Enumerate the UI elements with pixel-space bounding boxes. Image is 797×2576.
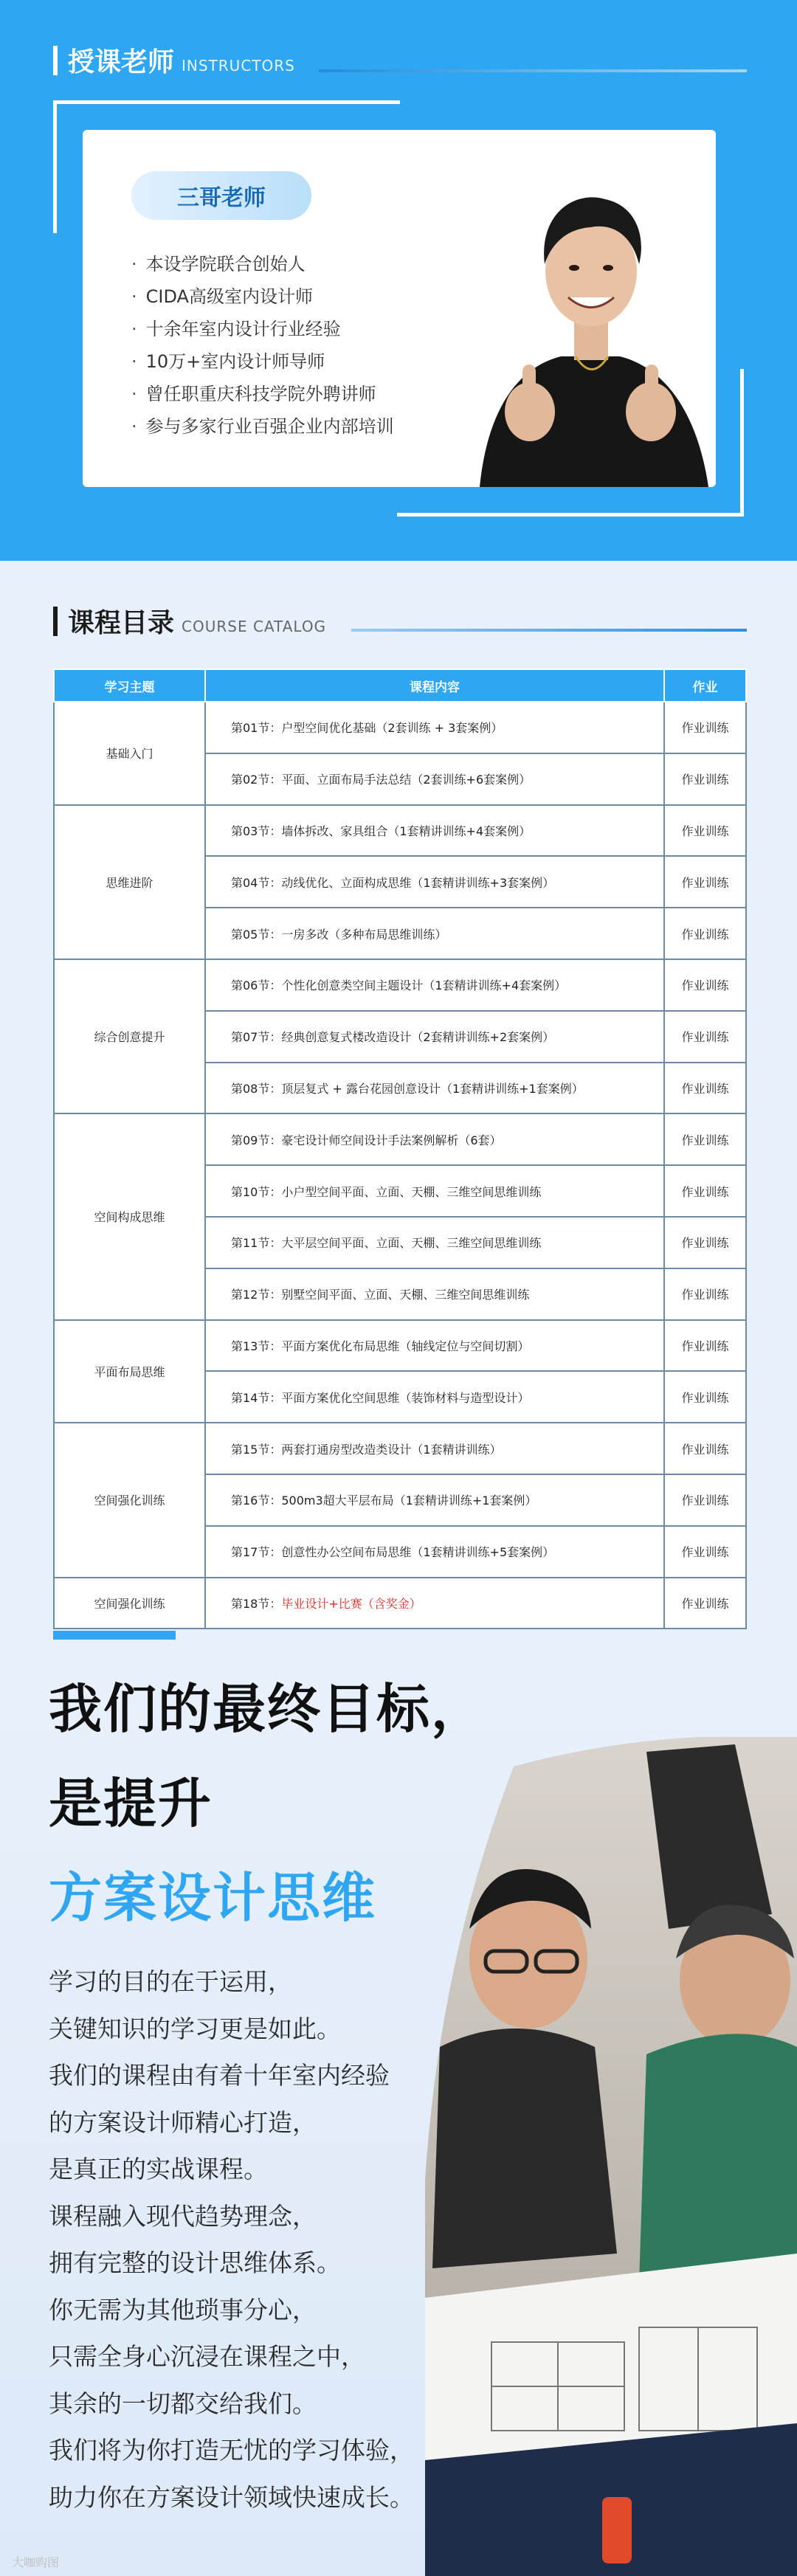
homework-cell: 作业训练 — [664, 1474, 746, 1526]
homework-cell: 作业训练 — [664, 1217, 746, 1268]
content-cell: 第07节：经典创意复式楼改造设计（2套精讲训练+2套案例） — [205, 1011, 664, 1063]
theme-cell: 空间构成思维 — [54, 1113, 205, 1319]
description-line: 只需全身心沉浸在课程之中， — [49, 2342, 365, 2371]
column-header: 课程内容 — [205, 669, 664, 702]
theme-cell: 空间强化训练 — [54, 1578, 205, 1629]
instructor-card — [83, 130, 716, 487]
content-cell: 第15节：两套打通房型改造类设计（1套精讲训练） — [205, 1423, 664, 1474]
content-cell: 第14节：平面方案优化空间思维（装饰材料与造型设计） — [205, 1371, 664, 1423]
catalog-section-header — [53, 602, 326, 640]
bio-item: · 参与多家行业百强企业内部培训 — [131, 410, 394, 443]
goal-headline-line1: 我们的最终目标， — [49, 1678, 486, 1740]
table-header-row — [54, 669, 746, 702]
goal-section — [0, 1631, 797, 2576]
instructor-section-header — [53, 41, 295, 79]
classroom-photo — [425, 1737, 797, 2576]
course-table — [53, 669, 747, 1629]
bio-item: · 十余年室内设计行业经验 — [131, 313, 394, 345]
bio-item: · 本设学院联合创始人 — [131, 248, 394, 280]
description-line: 课程融入现代趋势理念， — [49, 2201, 317, 2231]
catalog-title: 课程目录 — [68, 608, 175, 638]
content-cell: 第08节：顶层复式 + 露台花园创意设计（1套精讲训练+1套案例） — [205, 1063, 664, 1114]
homework-cell: 作业训练 — [664, 753, 746, 805]
content-cell: 第12节：别墅空间平面、立面、天棚、三维空间思维训练 — [205, 1268, 664, 1320]
content-cell: 第13节：平面方案优化布局思维（轴线定位与空间切割） — [205, 1320, 664, 1372]
content-cell: 第03节：墙体拆改、家具组合（1套精讲训练+4套案例） — [205, 805, 664, 857]
theme-cell: 平面布局思维 — [54, 1320, 205, 1423]
description-line: 我们的课程由有着十年室内经验 — [49, 2061, 390, 2090]
theme-cell: 基础入门 — [54, 702, 205, 805]
instructor-section — [0, 0, 797, 561]
catalog-title-en: COURSE CATALOG — [182, 618, 327, 635]
homework-cell: 作业训练 — [664, 805, 746, 857]
final-project-highlight: 毕业设计+比赛（含奖金） — [281, 1596, 421, 1611]
instructor-title-en: INSTRUCTORS — [182, 57, 295, 75]
content-cell: 第02节：平面、立面布局手法总结（2套训练+6套案例） — [205, 753, 664, 805]
theme-cell: 思维进阶 — [54, 805, 205, 959]
theme-cell: 综合创意提升 — [54, 959, 205, 1113]
column-header: 作业 — [664, 669, 746, 702]
header-divider — [319, 69, 747, 72]
homework-cell: 作业训练 — [664, 1268, 746, 1320]
homework-cell: 作业训练 — [664, 1423, 746, 1474]
description-line: 关键知识的学习更是如此。 — [49, 2014, 341, 2043]
content-cell: 第05节：一房多改（多种布局思维训练） — [205, 908, 664, 959]
bio-item: · 10万+室内设计师导师 — [131, 345, 394, 378]
content-cell: 第06节：个性化创意类空间主题设计（1套精讲训练+4套案例） — [205, 959, 664, 1011]
header-accent-bar — [53, 607, 58, 636]
theme-cell: 空间强化训练 — [54, 1423, 205, 1577]
content-cell — [205, 1578, 664, 1629]
goal-headline-line2: 是提升 — [49, 1772, 213, 1834]
teacher-name-badge: 三哥老师 — [131, 171, 311, 220]
table-row — [54, 702, 746, 753]
table-row — [54, 959, 746, 1011]
description-line: 是真正的实战课程。 — [49, 2155, 268, 2183]
instructor-title: 授课老师 — [68, 47, 175, 77]
goal-headline-highlight: 方案设计思维 — [49, 1867, 377, 1929]
column-header: 学习主题 — [54, 669, 205, 702]
description-line: 拥有完整的设计思维体系。 — [49, 2248, 341, 2277]
content-cell: 第10节：小户型空间平面、立面、天棚、三维空间思维训练 — [205, 1165, 664, 1217]
content-cell: 第11节：大平层空间平面、立面、天棚、三维空间思维训练 — [205, 1217, 664, 1268]
table-row — [54, 1320, 746, 1372]
homework-cell: 作业训练 — [664, 856, 746, 908]
bio-item: · 曾任职重庆科技学院外聘讲师 — [131, 378, 394, 410]
homework-cell: 作业训练 — [664, 1371, 746, 1423]
homework-cell: 作业训练 — [664, 702, 746, 753]
teacher-portrait — [465, 146, 716, 487]
description-line: 学习的目的在于运用， — [49, 1967, 292, 1996]
description-line: 的方案设计师精心打造， — [49, 2107, 317, 2137]
homework-cell: 作业训练 — [664, 908, 746, 959]
content-cell: 第09节：豪宅设计师空间设计手法案例解析（6套） — [205, 1113, 664, 1165]
content-cell: 第16节：500m3超大平层布局（1套精讲训练+1套案例） — [205, 1474, 664, 1526]
watermark: 大咖购图 — [12, 2555, 60, 2569]
goal-description — [49, 1958, 462, 2521]
lesson-number: 第18节： — [231, 1596, 282, 1611]
header-divider — [351, 629, 747, 632]
table-row — [54, 1113, 746, 1165]
header-accent-bar — [53, 46, 58, 75]
homework-cell: 作业训练 — [664, 1320, 746, 1372]
homework-cell: 作业训练 — [664, 1526, 746, 1578]
content-cell: 第17节：创意性办公空间布局思维（1套精讲训练+5套案例） — [205, 1526, 664, 1578]
course-catalog-section — [0, 561, 797, 1631]
description-line: 你无需为其他琐事分心， — [49, 2295, 317, 2324]
content-cell: 第04节：动线优化、立面构成思维（1套精讲训练+3套案例） — [205, 856, 664, 908]
homework-cell: 作业训练 — [664, 1578, 746, 1629]
table-row — [54, 805, 746, 857]
description-line: 助力你在方案设计领域快速成长。 — [49, 2482, 414, 2512]
description-line: 其余的一切都交给我们。 — [49, 2389, 317, 2418]
homework-cell: 作业训练 — [664, 959, 746, 1011]
homework-cell: 作业训练 — [664, 1165, 746, 1217]
homework-cell: 作业训练 — [664, 1011, 746, 1063]
section-accent-tab — [53, 1631, 176, 1640]
homework-cell: 作业训练 — [664, 1113, 746, 1165]
content-cell: 第01节：户型空间优化基础（2套训练 + 3套案例） — [205, 702, 664, 753]
table-row — [54, 1578, 746, 1629]
table-row — [54, 1423, 746, 1474]
bio-item: · CIDA高级室内设计师 — [131, 280, 394, 313]
homework-cell: 作业训练 — [664, 1063, 746, 1114]
description-line: 我们将为你打造无忧的学习体验， — [49, 2436, 414, 2465]
teacher-bio-list — [131, 248, 394, 443]
